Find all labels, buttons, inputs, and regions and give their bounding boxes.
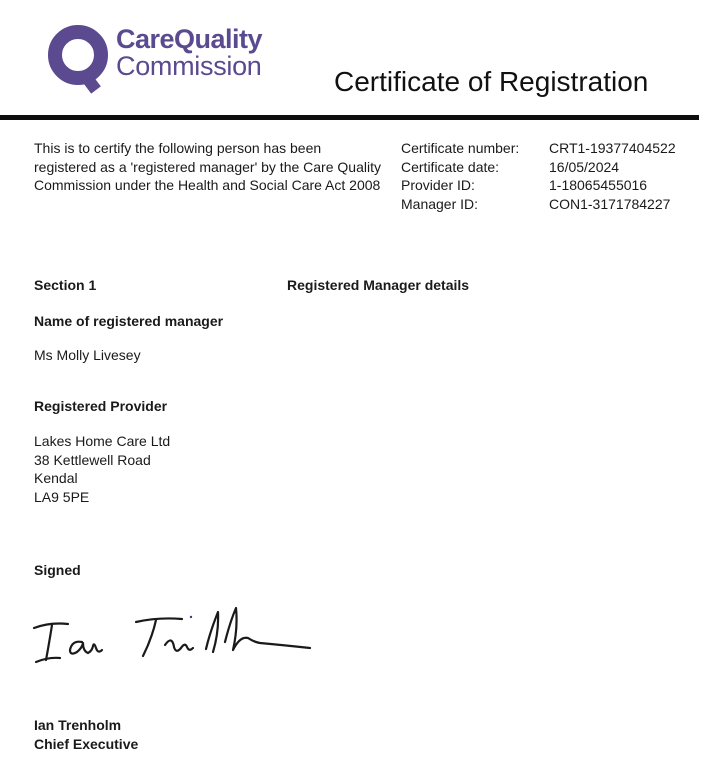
provider-name: Lakes Home Care Ltd	[34, 433, 171, 449]
logo-wordmark	[116, 26, 262, 80]
certificate-details	[401, 139, 676, 213]
provider-town: Kendal	[34, 470, 78, 486]
section-title: Registered Manager details	[287, 277, 470, 293]
manager-id-label: Manager ID:	[401, 195, 479, 212]
signer-role: Chief Executive	[34, 736, 139, 752]
certificate-date-row	[401, 158, 676, 177]
manager-name: Ms Molly Livesey	[34, 347, 141, 363]
intro-text: This is to certify the following person has been registered as a 'registered manager' by the Care Quality Commission under the Health and Social Care Act 2008	[34, 140, 381, 193]
provider-address	[34, 432, 170, 506]
certificate-date-label: Certificate date:	[401, 158, 500, 175]
provider-heading: Registered Provider	[34, 398, 168, 414]
provider-street: 38 Kettlewell Road	[34, 451, 151, 468]
provider-id-value: 1-18065455016	[549, 177, 648, 193]
signer-name: Ian Trenholm	[34, 717, 122, 733]
certificate-number-row	[401, 139, 676, 158]
manager-id-row	[401, 195, 676, 214]
signed-label: Signed	[34, 562, 81, 578]
page-title: Certificate of Registration	[334, 66, 649, 97]
certificate-date-value: 16/05/2024	[549, 158, 620, 175]
section-number: Section 1	[34, 277, 97, 293]
cqc-logo-icon	[46, 22, 114, 94]
certificate-number-value: CRT1-19377404522	[549, 140, 676, 156]
cqc-logo	[46, 22, 276, 94]
manager-heading: Name of registered manager	[34, 313, 224, 329]
header-divider	[0, 115, 699, 120]
logo-line-carequality: CareQuality	[116, 24, 263, 54]
signature	[30, 598, 320, 673]
certificate-number-label: Certificate number:	[401, 140, 520, 156]
provider-id-label: Provider ID:	[401, 177, 475, 193]
provider-id-row	[401, 176, 676, 195]
provider-postcode: LA9 5PE	[34, 488, 90, 505]
manager-id-value: CON1-3171784227	[549, 195, 671, 212]
signer-block	[34, 716, 138, 754]
logo-line-commission: Commission	[116, 51, 262, 81]
